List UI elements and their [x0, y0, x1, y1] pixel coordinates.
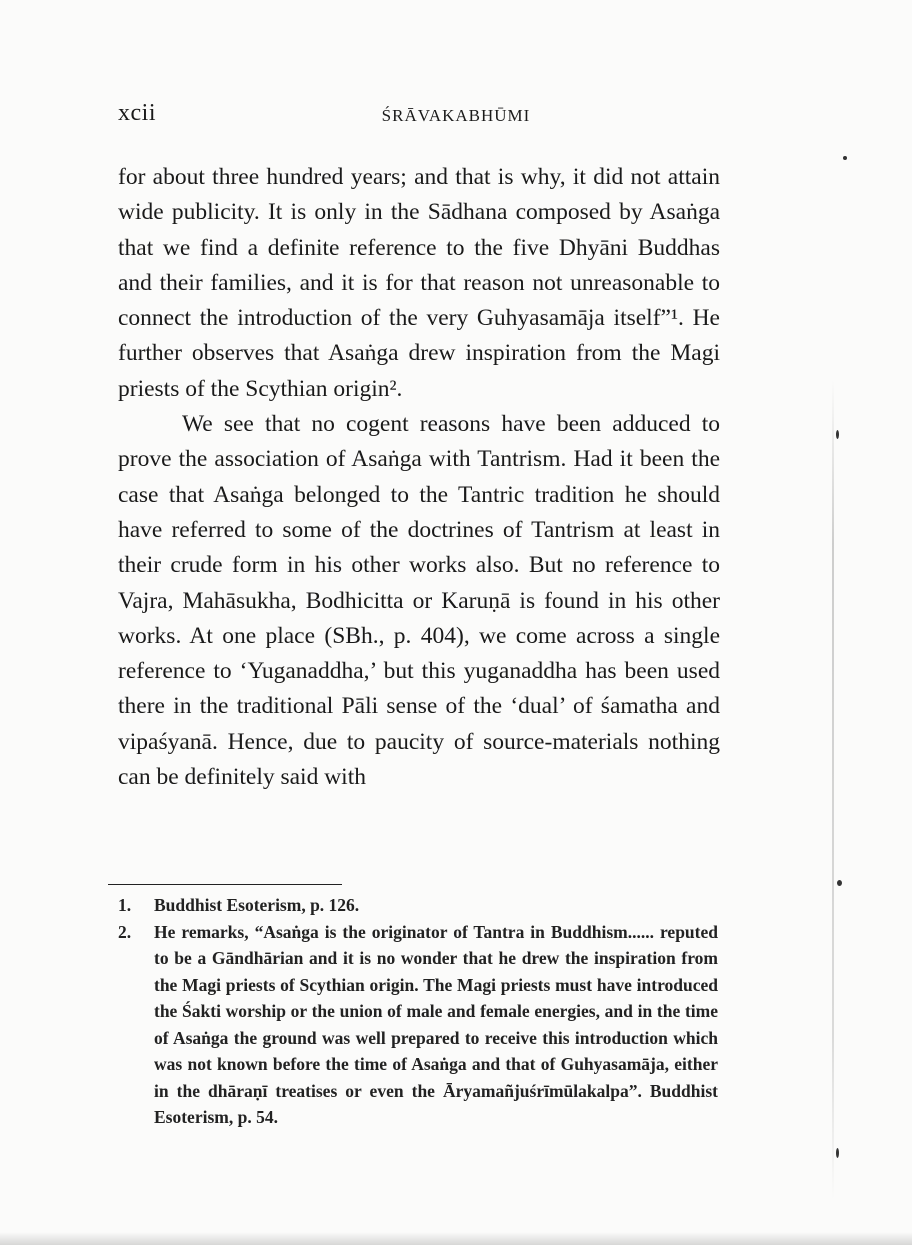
running-title: ŚRĀVAKABHŪMI: [381, 106, 531, 125]
footnote: [118, 892, 718, 919]
footnote-number: 1.: [118, 895, 132, 915]
footnote: [118, 919, 718, 1131]
main-text: [118, 160, 720, 795]
ink-speck: [836, 430, 839, 439]
ink-speck: [837, 880, 842, 886]
page-bottom-edge: [0, 1232, 912, 1245]
page-edge-shadow: [832, 380, 834, 1200]
ink-speck: [843, 156, 847, 160]
paragraph: for about three hundred years; and that is why, it did not attain wide publicity. It is only in the Sādhana composed by Asaṅga that we find a definite reference to the five Dhyāni Buddhas and their families, and it is for that reason not unreasonable to connect the introduction of the very Guhyasamāja itself”¹. He further observes that Asaṅga drew inspiration from the Magi priests of the Scythian origin².: [118, 164, 720, 402]
footnote-separator: [108, 884, 342, 885]
footnotes: [118, 892, 718, 1131]
ink-speck: [836, 1148, 839, 1158]
paragraph: We see that no cogent reasons have been adduced to prove the association of Asaṅga with Tantrism. Had it been the case that Asaṅga belonged to the Tantric tradition he should have referred to some of the doctrines of Tantrism at least in their crude form in his other works also. But no reference to Vajra, Mahāsukha, Bodhicitta or Karuṇā is found in his other works. At one place (SBh., p. 404), we come across a single reference to ‘Yuganaddha,’ but this yuganaddha has been used there in the traditional Pāli sense of the ‘dual’ of śamatha and vipaśyanā. Hence, due to paucity of source-materials nothing can be definitely said with: [118, 411, 720, 791]
footnote-text: Buddhist Esoterism, p. 126.: [154, 895, 360, 915]
footnote-text: He remarks, “Asaṅga is the originator of Tantra in Buddhism...... reputed to be a Gāndhārian and it is no wonder that he drew the inspiration from the Magi priests of Scythian origin. The Magi priests must have introduced the Śakti worship or the union of male and female energies, and in the time of Asaṅga the ground was well prepared to receive this introduction which was not known before the time of Asaṅga and that of Guhyasamāja, either in the dhāraṇī treatises or even the Āryamañjuśrīmūlakalpa”. Buddhist Esoterism, p. 54.: [154, 921, 718, 1127]
page-number: xcii: [118, 100, 156, 126]
footnote-number: 2.: [118, 921, 132, 942]
